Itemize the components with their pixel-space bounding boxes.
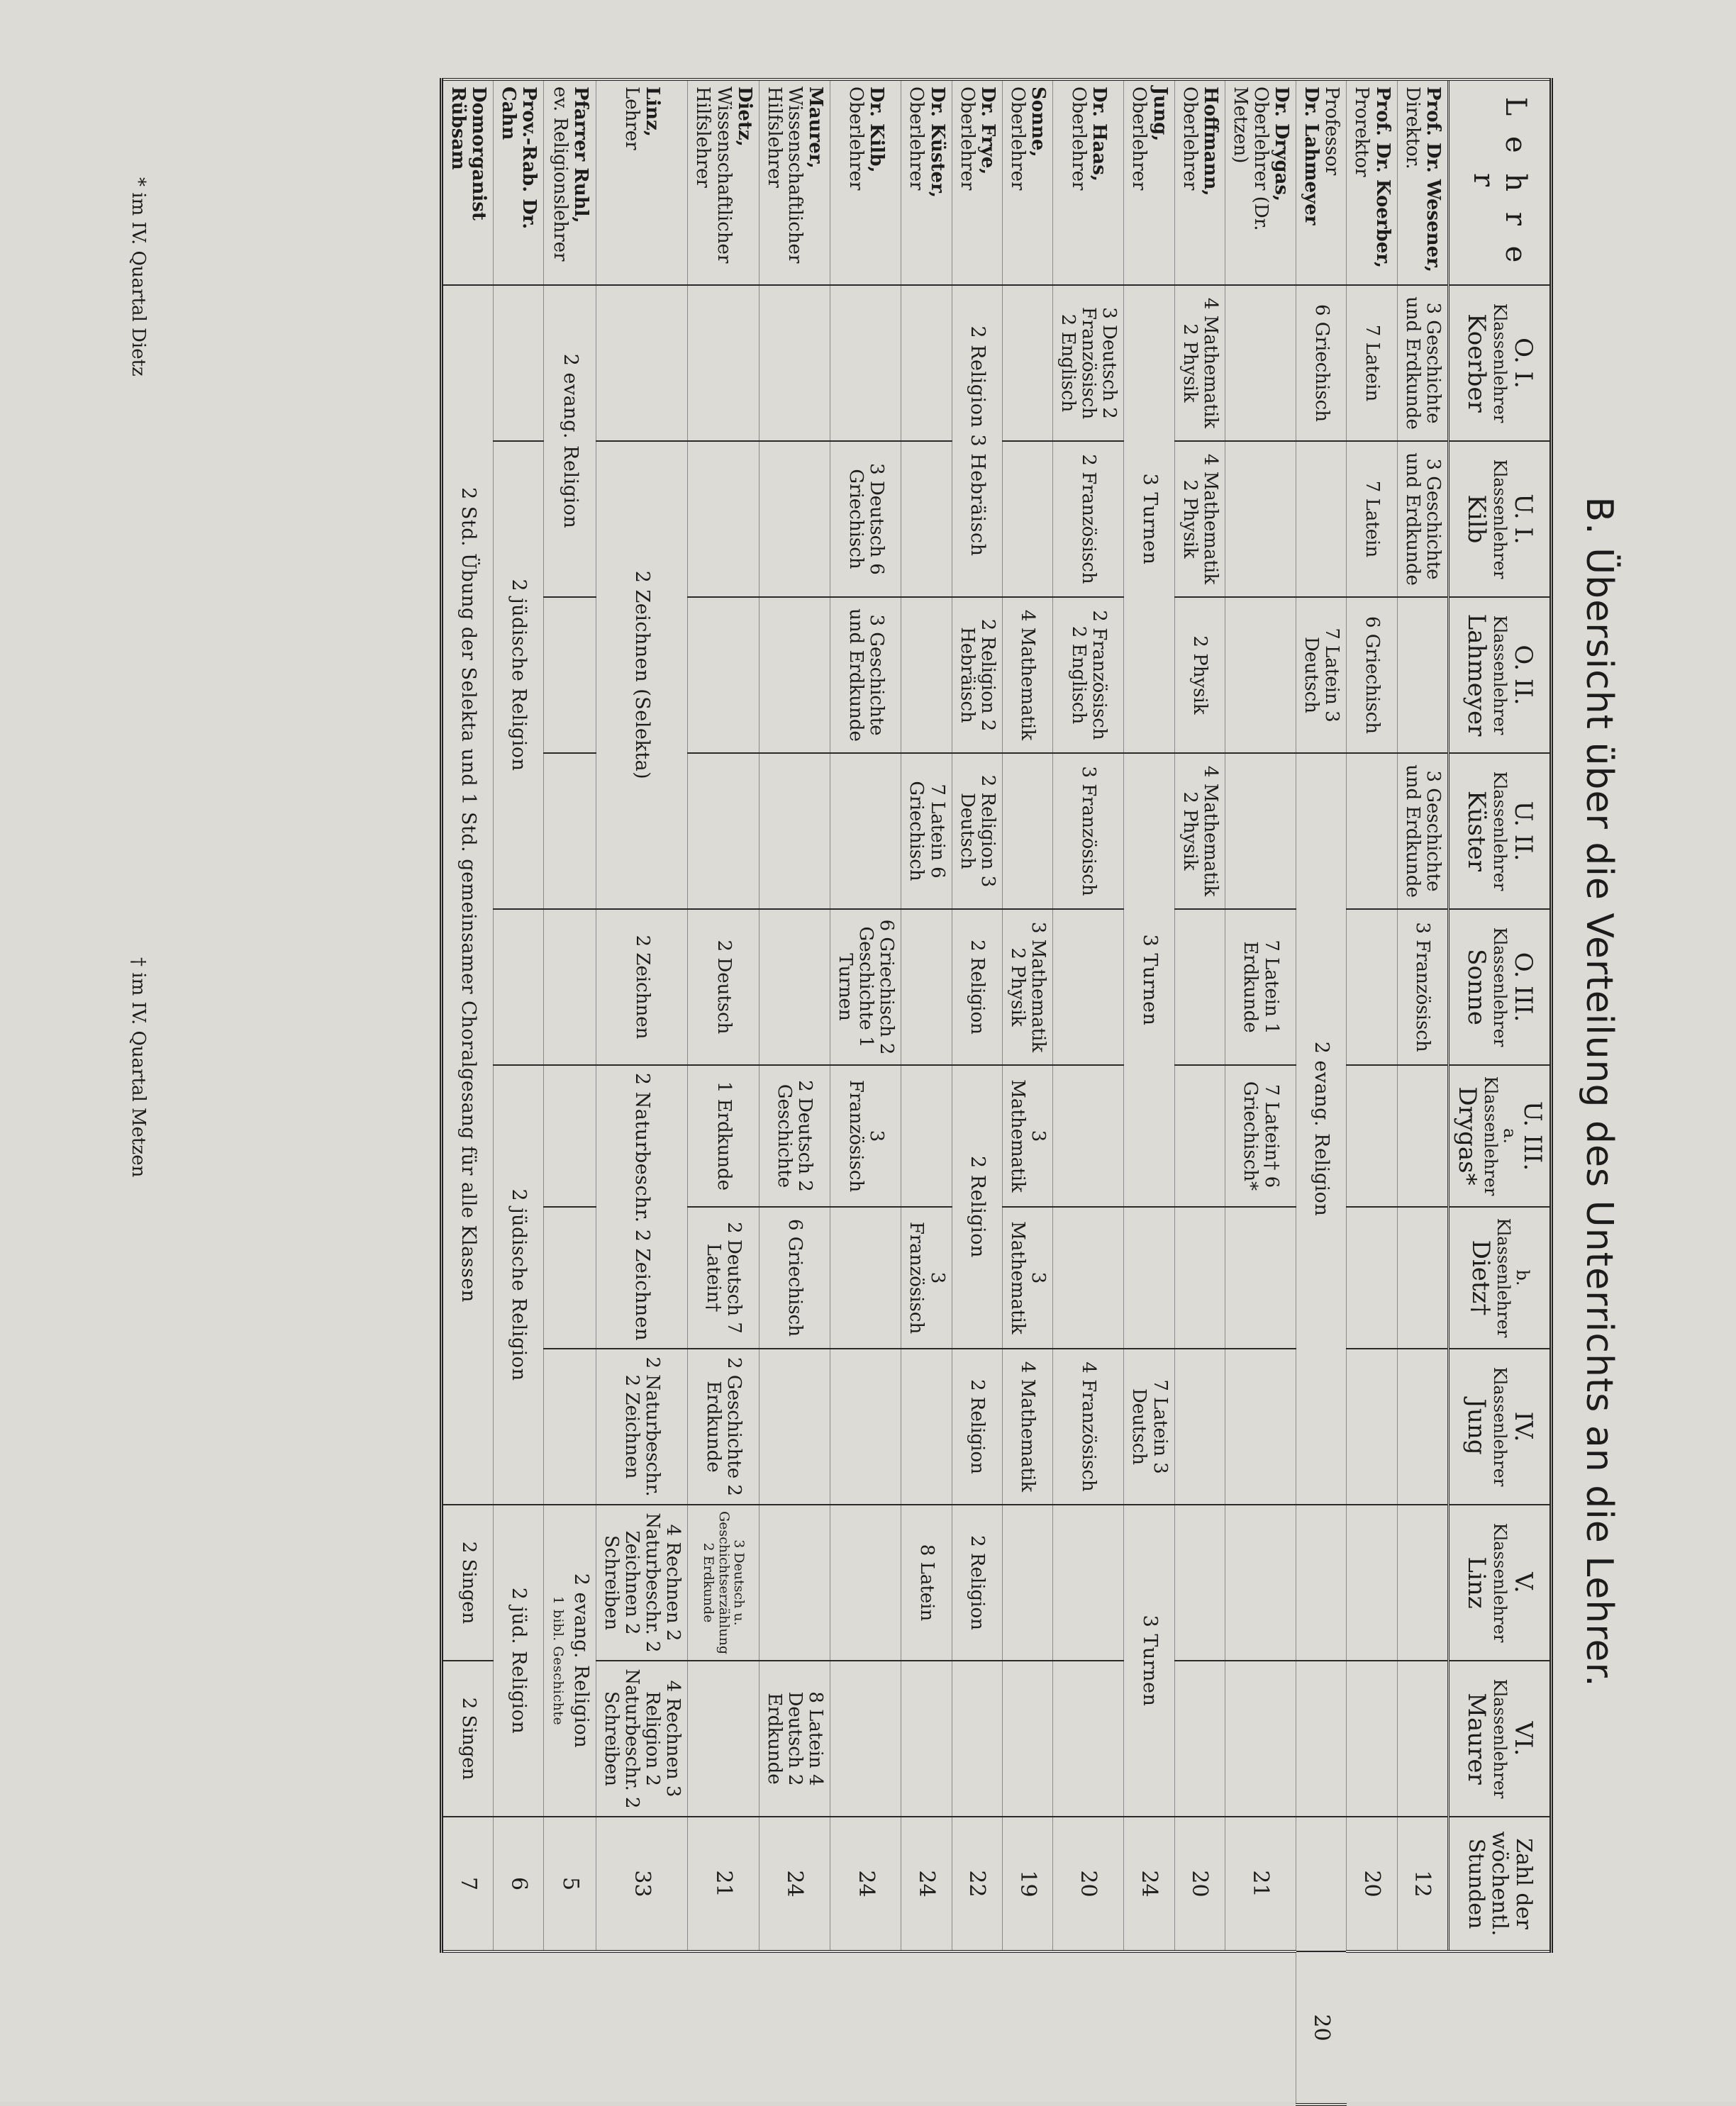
cell-ui [901,441,952,597]
oii-sub: Klassenlehrer [1490,615,1510,735]
cell-uiiia [544,1065,596,1207]
cell-v: 8 Latein [901,1505,952,1661]
oii-class: O. II. [1508,645,1537,706]
cell-iv [1174,1349,1225,1505]
table-row [1296,79,1347,2105]
uii-class: U. II. [1508,801,1537,862]
cell-oiii: 7 Latein 1 Erdkunde [1225,909,1296,1065]
v-sub: Klassenlehrer [1490,1522,1510,1643]
table-row [759,79,830,2105]
teacher-role: Oberlehrer [1006,87,1028,191]
cell-hours: 20 [1174,1817,1225,1951]
cell-hours: 7 [442,1817,494,1951]
header-vi [1448,1661,1551,1817]
cell-hours: 21 [1225,1817,1296,1951]
cell-span-juedische-religion-lower: 2 jüd. Religion [494,1505,544,1817]
iv-class: IV. [1508,1411,1537,1442]
cell-ui [759,441,830,597]
cell-uiiia [1053,1065,1124,1207]
cell-ui [1002,441,1052,597]
cell-uii: 2 Religion 3 Deutsch [952,753,1002,909]
teacher-name: Dr. Küster, [926,87,948,198]
cell-hours: 20 [1053,1817,1124,1951]
teacher-cell [596,79,687,285]
cell-bibl-geschichte: 1 bibl. Geschichte [550,1595,566,1726]
cell-uiiib [1397,1207,1448,1349]
cell-iv [1397,1349,1448,1505]
cell-oiii [759,909,830,1065]
cell-uii: 7 Latein 6 Griechisch [901,753,952,909]
cell-span-turnen-upper: 3 Turnen [1124,285,1174,753]
iv-sub: Klassenlehrer [1490,1366,1510,1487]
cell-vi: 2 Singen [442,1661,494,1817]
teacher-role: Lehrer [621,87,643,150]
teacher-name: Dr. Kilb, [865,87,887,173]
cell-uii [830,753,901,909]
cell-hours: 5 [544,1817,596,1951]
cell-oi: 4 Mathematik 2 Physik [1174,285,1225,441]
cell-uiiia: 3 Mathematik [1002,1065,1052,1207]
cell-oii [544,597,596,753]
v-class: V. [1508,1572,1537,1593]
header-uiii-a [1448,1065,1551,1207]
cell-v [1225,1505,1296,1661]
cell-oiii: 3 Französisch [1397,909,1448,1065]
oiii-sub: Klassenlehrer [1490,927,1510,1047]
cell-uii [688,753,759,909]
cell-oiii: 2 Deutsch [688,909,759,1065]
cell-uiiib [1053,1207,1124,1349]
cell-oi: 6 Griechisch [1296,285,1347,441]
teacher-name: Pfarrer Ruhl, [569,87,591,223]
table-row [442,79,494,2105]
cell-iv: 2 Naturbeschr. 2 Zeichnen [596,1349,687,1505]
cell-hours: 12 [1397,1817,1448,1951]
cell-uiiia [1174,1065,1225,1207]
cell-oiii: 6 Griechisch 2 Geschichte 1 Turnen [830,909,901,1065]
cell-v [830,1505,901,1661]
cell-span-religion-hebraeisch: 2 Religion 3 Hebräisch [952,285,1002,597]
cell-oii: 2 Physik [1174,597,1225,753]
cell-hours: 19 [1002,1817,1052,1951]
cell-hours: 20 [1347,1817,1397,1951]
cell-oiii [1174,909,1225,1065]
table-row [952,79,1002,2105]
cell-iv: 7 Latein 3 Deutsch [1124,1349,1174,1505]
cell-ui [1296,441,1347,597]
cell-vi: 4 Rechnen 3 Religion 2 Naturbeschr. 2 Schreiben [596,1661,687,1817]
cell-uiiia: 7 Latein† 6 Griechisch* [1225,1065,1296,1207]
cell-v [1174,1505,1225,1661]
cell-span-evang-religion-upper: 2 evang. Religion [544,285,596,597]
teacher-name: Prof. Dr. Wesener, [1422,87,1444,273]
document-title: B. Übersicht über die Verteilung des Unterrichts an die Lehrer. [1578,496,1620,1688]
table-row [830,79,901,2105]
teacher-name: Sonne, [1028,87,1050,157]
teacher-role: Oberlehrer [956,87,978,191]
teacher-name: Dr. Drygas, [1271,87,1293,202]
cell-ui: 3 Geschichte und Erdkunde [1397,441,1448,597]
cell-vi [1347,1661,1397,1817]
cell-vi [1002,1661,1052,1817]
table-row [1174,79,1225,2105]
cell-uiiia [1347,1065,1397,1207]
teacher-cell [1053,79,1124,285]
cell-uii [1002,753,1052,909]
teacher-role: Oberlehrer [1067,87,1089,191]
cell-hours: 24 [830,1817,901,1951]
teacher-name: Prov.-Rab. Dr. Cahn [498,87,540,230]
cell-v: 2 Religion [952,1505,1002,1661]
cell-iv: 4 Mathematik [1002,1349,1052,1505]
cell-uiiib [1225,1207,1296,1349]
cell-oi [830,285,901,441]
teacher-role: Oberlehrer [845,87,867,191]
cell-iv [901,1349,952,1505]
header-uii [1448,753,1551,909]
oiii-class: O. III. [1508,952,1537,1023]
oi-class: O. I. [1508,338,1537,389]
cell-uii: 3 Geschichte und Erdkunde [1397,753,1448,909]
cell-uiiib: 2 Deutsch 7 Latein† [688,1207,759,1349]
cell-span-uiii-religion: 2 Religion [952,1065,1002,1349]
cell-oii [759,597,830,753]
uii-sub: Klassenlehrer [1490,771,1510,891]
teacher-cell [442,79,494,285]
teacher-role: Oberlehrer [1179,87,1201,191]
cell-hours: 6 [494,1817,544,1951]
teacher-name: Dr. Lahmeyer [1301,87,1323,225]
cell-uii: 4 Mathematik 2 Physik [1174,753,1225,909]
cell-v [1397,1505,1448,1661]
cell-uiiib: 3 Französisch [901,1207,952,1349]
cell-iv: 2 Geschichte 2 Erdkunde [688,1349,759,1505]
teacher-name: Maurer, [805,87,827,169]
cell-uiiib: 6 Griechisch [759,1207,830,1349]
iv-name: Jung [1462,1398,1491,1455]
cell-uiiib: 3 Mathematik [1002,1207,1052,1349]
cell-uiiib [830,1207,901,1349]
cell-uii [759,753,830,909]
teacher-cell [688,79,759,285]
teacher-cell [1225,79,1296,285]
header-ui [1448,441,1551,597]
cell-ui: 3 Deutsch 6 Griechisch [830,441,901,597]
cell-ui: 7 Latein [1347,441,1397,597]
cell-hours: 24 [901,1817,952,1951]
teacher-cell [1002,79,1052,285]
uiii-class: U. III. [1518,1101,1547,1171]
teacher-cell [494,79,544,285]
ui-class: U. I. [1508,494,1537,545]
teacher-cell [901,79,952,285]
cell-vi [688,1661,759,1817]
table-row [1347,79,1397,2105]
vi-sub: Klassenlehrer [1490,1678,1510,1799]
cell-v [1296,1661,1347,1817]
footnote-dietz: * im IV. Quartal Dietz [128,177,149,377]
cell-uiiib [1124,1207,1174,1349]
cell-iv [1225,1349,1296,1505]
header-row [1448,79,1551,2105]
ui-sub: Klassenlehrer [1490,459,1510,579]
header-lehrer: L e h r e r [1448,79,1551,285]
oii-name: Lahmeyer [1462,613,1491,737]
teacher-name: Domorganist Rübsam [447,87,490,221]
cell-iv [544,1349,596,1505]
teacher-cell [1397,79,1448,285]
cell-hours: 24 [759,1817,830,1951]
cell-oi: 7 Latein [1347,285,1397,441]
cell-span-juedische-religion-upper: 2 jüdische Religion [494,441,544,909]
cell-oi [1002,285,1052,441]
cell-v: 4 Rechnen 2 Naturbeschr. 2 Zeichnen 2 Schreiben [596,1505,687,1661]
cell-ui: 2 Französisch [1053,441,1124,597]
uiii-b-name: Dietz† [1466,1239,1495,1316]
cell-iv: 4 Französisch [1053,1349,1124,1505]
cell-ui [1225,441,1296,597]
cell-span-turnen-middle: 3 Turnen [1124,753,1174,1207]
header-oi [1448,285,1551,441]
cell-ui: 4 Mathematik 2 Physik [1174,441,1225,597]
cell-span-evang-religion-lower [544,1505,596,1817]
teacher-role: Professor [1321,87,1343,176]
cell-uii [544,753,596,909]
cell-v: 3 Deutsch u. Geschichtserzählung 2 Erdkunde [688,1505,759,1661]
table-row [1053,79,1124,2105]
table-row [544,79,596,2105]
table-row [1225,79,1296,2105]
table-row [596,79,687,2105]
v-name: Linz [1462,1556,1491,1609]
header-iv [1448,1349,1551,1505]
cell-oii [901,597,952,753]
teacher-cell [1124,79,1174,285]
oi-sub: Klassenlehrer [1490,303,1510,423]
cell-vi [830,1661,901,1817]
cell-span-evang-religion-text: 2 evang. Religion [569,1573,592,1749]
table-row [494,79,544,2105]
cell-iv [1347,1349,1397,1505]
cell-uiiia: 2 Deutsch 2 Geschichte [759,1065,830,1207]
cell-span-uiii-linz: 2 Naturbeschr. 2 Zeichnen [596,1065,687,1349]
cell-oii: 2 Französisch 2 Englisch [1053,597,1124,753]
cell-oi [1225,285,1296,441]
cell-span-turnen-lower: 3 Turnen [1124,1505,1174,1817]
cell-span-zeichnen-selekta: 2 Zeichnen (Selekta) [596,441,687,909]
cell-oiii: 2 Zeichnen [596,909,687,1065]
cell-vi [1174,1661,1225,1817]
oi-name: Koerber [1462,313,1491,413]
cell-hours: 21 [688,1817,759,1951]
cell-uiiib [1174,1207,1225,1349]
teacher-role: Oberlehrer [1128,87,1150,191]
teacher-name: Dietz, [733,87,755,147]
teacher-cell [1174,79,1225,285]
cell-vi [901,1661,952,1817]
cell-ui [688,441,759,597]
teacher-role: Oberlehrer (Dr. Metzen) [1229,87,1272,231]
uii-name: Küster [1462,790,1491,872]
cell-oi [1053,285,1124,441]
cell-hours: 22 [952,1817,1002,1951]
cell-oiii: 2 Religion [952,909,1002,1065]
cell-uii [1347,753,1397,909]
cell-vi [1296,1817,1347,1951]
header-v [1448,1505,1551,1661]
cell-oi [688,285,759,441]
cell-oii: 4 Mathematik [1002,597,1052,753]
cell-oiii [494,909,544,1065]
teacher-cell [830,79,901,285]
cell-uiiib [544,1207,596,1349]
uiii-a-label: a. [1499,1128,1520,1144]
cell-hours: 33 [596,1817,687,1951]
cell-uiiia: 3 Französisch [830,1065,901,1207]
teacher-name: Dr. Haas, [1088,87,1110,182]
cell-vi [1225,1661,1296,1817]
cell-oi: 3 Geschichte und Erdkunde [1397,285,1448,441]
cell-uiiia [1397,1065,1448,1207]
teacher-cell [759,79,830,285]
cell-uii [1225,753,1296,909]
footnote-metzen: † im IV. Quartal Metzen [128,957,149,1178]
teacher-role: ev. Religionslehrer [549,87,571,262]
uiii-a-name: Drygas* [1452,1086,1481,1186]
teacher-cell [544,79,596,285]
uiii-a-sub: Klassenlehrer [1480,1076,1501,1196]
teacher-name: Prof. Dr. Koerber, [1371,87,1393,269]
teacher-role: Wissenschaftlicher Hilfslehrer [692,87,735,264]
cell-vi: 8 Latein 4 Deutsch 2 Erdkunde [759,1661,830,1817]
teacher-name: Jung, [1149,87,1171,142]
vi-name: Maurer [1462,1693,1491,1785]
cell-oii [1397,597,1448,753]
teacher-name: Linz, [642,87,664,137]
cell-oi [596,285,687,441]
cell-span-religion: 2 evang. Religion [1296,753,1347,1505]
cell-hours: 24 [1124,1817,1174,1951]
cell-v: 2 Singen [442,1505,494,1661]
teacher-name: Dr. Frye, [976,87,998,175]
teacher-name: Hoffmann, [1199,87,1221,196]
cell-oii: 3 Geschichte und Erdkunde [830,597,901,753]
table-row [1124,79,1174,2105]
cell-hours: 20 [1296,1951,1347,2105]
cell-v [1347,1505,1397,1661]
cell-oi [759,285,830,441]
teacher-role: Direktor. [1401,87,1423,169]
cell-iv: 2 Religion [952,1349,1002,1505]
cell-v [1053,1505,1124,1661]
uiii-b-sub: Klassenlehrer [1493,1218,1514,1338]
cell-oiii [1053,909,1124,1065]
cell-v [759,1505,830,1661]
cell-v [1002,1505,1052,1661]
cell-oi-text: 3 Deutsch 2 Französisch [1078,306,1120,420]
cell-vi [1053,1661,1124,1817]
header-oiii [1448,909,1551,1065]
cell-uii: 3 Französisch [1053,753,1124,909]
teacher-role: Prorektor [1351,87,1373,177]
teacher-role: Wissenschaftlicher Hilfslehrer [763,87,806,264]
cell-uiiia [901,1065,952,1207]
cell-oii [688,597,759,753]
table-row [901,79,952,2105]
teacher-cell [952,79,1002,285]
cell-oiii [901,909,952,1065]
teacher-role: Oberlehrer [906,87,928,191]
cell-iv [1296,1505,1347,1661]
cell-vi [1397,1661,1448,1817]
cell-oiii: 3 Mathematik 2 Physik [1002,909,1052,1065]
rotated-sheet [99,78,1631,2106]
header-hours: Zahl der wöchentl. Stunden [1448,1817,1551,1951]
table-row [1397,79,1448,2105]
cell-span-juedische-religion-middle: 2 jüdische Religion [494,1065,544,1505]
cell-oi [494,285,544,441]
header-oii [1448,597,1551,753]
teacher-cell [1347,79,1397,285]
footnotes [113,177,149,2021]
cell-oii: 7 Latein 3 Deutsch [1296,597,1347,753]
cell-oii: 6 Griechisch [1347,597,1397,753]
teacher-cell [1296,79,1347,285]
cell-uiiia: 1 Erdkunde [688,1065,759,1207]
header-uiii-b [1448,1207,1551,1349]
oiii-name: Sonne [1462,949,1491,1025]
cell-span-choralgesang: 2 Std. Übung der Selekta und 1 Std. gemeinsamer Choralgesang für alle Klassen [442,285,494,1505]
table-row [688,79,759,2105]
cell-iv [830,1349,901,1505]
cell-uiiib [1347,1207,1397,1349]
vi-class: VI. [1508,1721,1537,1756]
cell-oiii [1347,909,1397,1065]
table-row [1002,79,1052,2105]
cell-iv [759,1349,830,1505]
distribution-table [440,78,1553,2106]
cell-oi [901,285,952,441]
ui-name: Kilb [1462,494,1491,544]
cell-span-englisch: 2 Englisch [1057,313,1079,413]
cell-oiii [544,909,596,1065]
cell-vi [952,1661,1002,1817]
uiii-b-label: b. [1513,1269,1533,1286]
cell-oii: 2 Religion 2 Hebräisch [952,597,1002,753]
cell-oii [1225,597,1296,753]
